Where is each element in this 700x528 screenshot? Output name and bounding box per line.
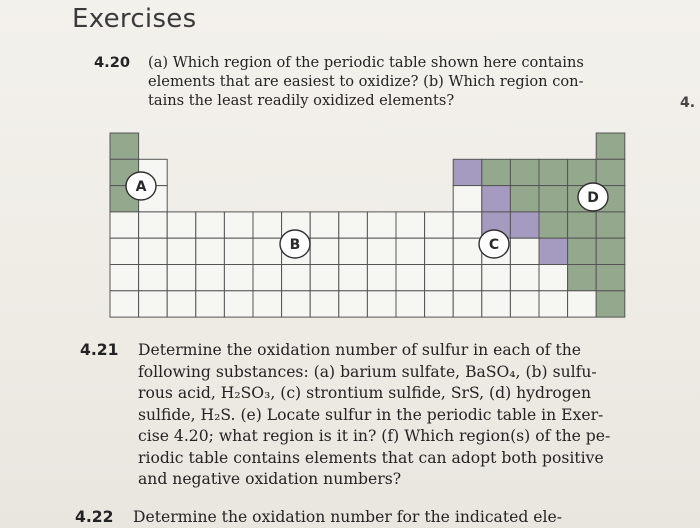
element-cell (139, 212, 168, 238)
element-cell (539, 238, 568, 264)
element-cell (453, 238, 482, 264)
exercise-text (138, 340, 610, 491)
element-cell (453, 159, 482, 185)
element-cell (367, 238, 396, 264)
element-cell (139, 291, 168, 317)
element-cell (224, 291, 253, 317)
element-cell (367, 291, 396, 317)
element-cell (510, 291, 539, 317)
label-text: A (135, 179, 147, 195)
element-cell (282, 265, 311, 291)
element-cell (224, 238, 253, 264)
element-cell (596, 212, 625, 238)
element-cell (196, 265, 225, 291)
element-cell (568, 291, 597, 317)
element-cell (539, 212, 568, 238)
element-cell (396, 265, 425, 291)
element-cell (539, 291, 568, 317)
element-cell (396, 238, 425, 264)
element-cell (482, 159, 511, 185)
element-cell (425, 238, 454, 264)
element-cell (596, 265, 625, 291)
element-cell (110, 212, 139, 238)
element-cell (453, 212, 482, 238)
element-cell (539, 265, 568, 291)
element-cell (482, 265, 511, 291)
element-cell (510, 159, 539, 185)
region-label-c (479, 230, 509, 258)
element-cell (539, 186, 568, 212)
element-cell (196, 238, 225, 264)
element-cell (310, 212, 339, 238)
element-cell (396, 212, 425, 238)
element-cell (596, 159, 625, 185)
text-line: riodic table contains elements that can adopt both positive (138, 448, 604, 467)
element-cell (167, 265, 196, 291)
element-cell (425, 265, 454, 291)
element-cell (568, 238, 597, 264)
element-cell (596, 291, 625, 317)
element-cell (453, 291, 482, 317)
element-cell (339, 212, 368, 238)
element-cell (110, 291, 139, 317)
element-cell (568, 159, 597, 185)
element-cell (568, 212, 597, 238)
element-cell (596, 133, 625, 159)
element-cell (367, 212, 396, 238)
element-cell (167, 212, 196, 238)
heading: Exercises (72, 4, 197, 34)
element-cell (510, 186, 539, 212)
element-cell (224, 212, 253, 238)
element-cell (339, 291, 368, 317)
text-line: following substances: (a) barium sulfate, BaSO₄, (b) sulfu- (138, 362, 597, 381)
element-cell (139, 238, 168, 264)
element-cell (167, 238, 196, 264)
exercise-number: 4.21 (80, 341, 119, 359)
text-line: Determine the oxidation number for the indicated ele- (133, 508, 563, 526)
label-text: B (289, 237, 301, 253)
exercise-text (133, 508, 562, 527)
element-cell (510, 212, 539, 238)
element-cell (253, 291, 282, 317)
element-cell (139, 265, 168, 291)
element-cell (110, 265, 139, 291)
element-cell (510, 265, 539, 291)
exercise-number: 4.20 (94, 54, 131, 71)
region-label-a (126, 172, 156, 200)
region-label-b (280, 230, 310, 258)
text-line: and negative oxidation numbers? (138, 470, 402, 488)
element-cell (453, 265, 482, 291)
element-cell (110, 238, 139, 264)
element-cell (596, 238, 625, 264)
element-cell (453, 186, 482, 212)
element-cell (253, 265, 282, 291)
element-cell (253, 238, 282, 264)
element-cell (196, 212, 225, 238)
side-exercise-number: 4. (680, 95, 696, 111)
element-cell (339, 265, 368, 291)
element-cell (310, 291, 339, 317)
periodic-table-cells (110, 133, 625, 317)
text-line: sulfide, H₂S. (e) Locate sulfur in the periodic table in Exer- (138, 405, 604, 424)
element-cell (425, 212, 454, 238)
element-cell (510, 238, 539, 264)
element-cell (396, 291, 425, 317)
text-line: cise 4.20; what region is it in? (f) Which region(s) of the pe- (138, 427, 611, 445)
element-cell (253, 212, 282, 238)
text-line: rous acid, H₂SO₃, (c) strontium sulfide, SrS, (d) hydrogen (138, 384, 592, 402)
element-cell (425, 291, 454, 317)
element-cell (568, 265, 597, 291)
element-cell (310, 265, 339, 291)
label-text: C (488, 237, 500, 253)
element-cell (539, 159, 568, 185)
text-line: Determine the oxidation number of sulfur in each of the (138, 341, 582, 359)
exercise-number: 4.22 (75, 508, 114, 526)
element-cell (482, 291, 511, 317)
element-cell (196, 291, 225, 317)
text-line: tains the least readily oxidized elements? (148, 92, 455, 109)
element-cell (339, 238, 368, 264)
element-cell (310, 238, 339, 264)
element-cell (482, 186, 511, 212)
text-line: (a) Which region of the periodic table shown here contains (148, 54, 584, 71)
element-cell (167, 291, 196, 317)
text-line: elements that are easiest to oxidize? (b) Which region con- (148, 73, 584, 90)
element-cell (367, 265, 396, 291)
element-cell (224, 265, 253, 291)
region-label-d (578, 183, 608, 211)
label-text: D (587, 190, 599, 206)
element-cell (110, 133, 139, 159)
element-cell (282, 291, 311, 317)
